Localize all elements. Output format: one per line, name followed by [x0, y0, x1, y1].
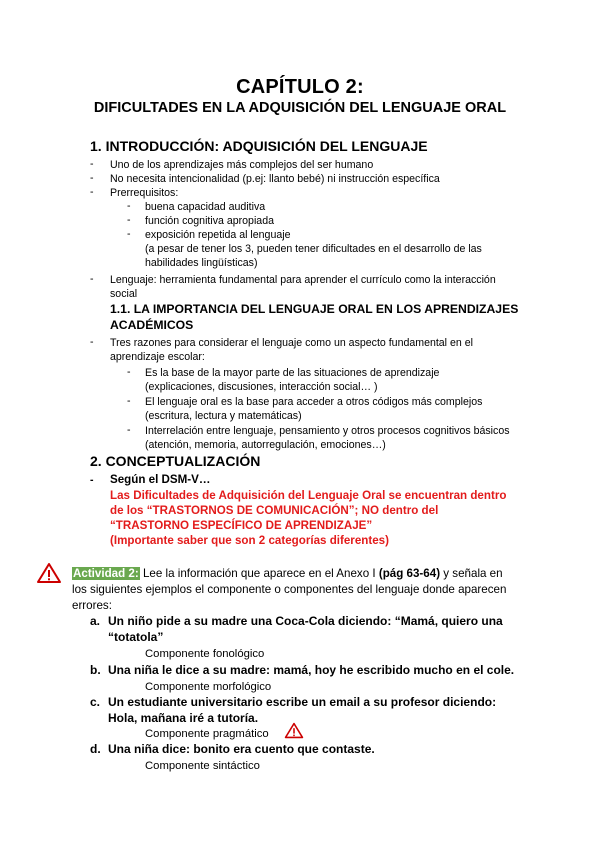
subsection-heading: 1.1. LA IMPORTANCIA DEL LENGUAJE ORAL EN LOS APRENDIZAJES: [110, 302, 519, 316]
sub-bullet-dash: -: [127, 395, 131, 407]
prereq-item: buena capacidad auditiva: [145, 201, 266, 213]
item-text: Una niña le dice a su madre: mamá, hoy he escribido mucho en el cole.: [108, 663, 515, 677]
item-answer: Componente morfológico: [145, 681, 272, 693]
item-answer: Componente sintáctico: [145, 760, 260, 772]
item-text: “totatola”: [108, 630, 164, 644]
item-text: Una niña dice: bonito era cuento que contaste.: [108, 742, 375, 756]
chapter-subtitle: DIFICULTADES EN LA ADQUISICIÓN DEL LENGUAJE ORAL: [93, 100, 507, 116]
activity-text: Lee la información que aparece en el Anexo I: [139, 567, 379, 580]
bullet-dash: -: [90, 158, 94, 170]
prereq-item: exposición repetida al lenguaje: [145, 229, 291, 241]
activity-line-1: [72, 566, 503, 582]
bullet-text: social: [110, 288, 138, 300]
dsm-label: Según el DSM-V…: [110, 473, 211, 486]
item-answer: Componente fonológico: [145, 648, 265, 660]
section-1-heading: 1. INTRODUCCIÓN: ADQUISICIÓN DEL LENGUAJE: [90, 138, 428, 154]
bullet-text: Uno de los aprendizajes más complejos del ser humano: [110, 159, 374, 171]
warning-triangle-icon: [284, 722, 304, 739]
activity-text: y señala en: [440, 567, 503, 580]
reason-item: El lenguaje oral es la base para acceder a otros códigos más complejos: [145, 396, 483, 408]
red-note: “TRASTORNO ESPECÍFICO DE APRENDIZAJE”: [110, 519, 373, 532]
reason-item: (escritura, lectura y matemáticas): [145, 410, 302, 422]
reason-item: (atención, memoria, autorregulación, emociones…): [145, 439, 386, 451]
item-text: Hola, mañana iré a tutoría.: [108, 711, 259, 725]
bullet-text: Lenguaje: herramienta fundamental para aprender el currículo como la interacción: [110, 274, 496, 286]
section-2-heading: 2. CONCEPTUALIZACIÓN: [90, 453, 261, 469]
prereq-note: (a pesar de tener los 3, pueden tener dificultades en el desarrollo de las: [145, 243, 482, 255]
bullet-dash: -: [90, 474, 94, 486]
bullet-dash: -: [90, 336, 94, 348]
prereq-note: habilidades lingüísticas): [145, 257, 258, 269]
activity-badge: Actividad 2:: [73, 567, 139, 580]
red-note: de los “TRASTORNOS DE COMUNICACIÓN”; NO dentro del: [110, 504, 439, 517]
sub-bullet-dash: -: [127, 214, 131, 226]
item-text: Un estudiante universitario escribe un email a su profesor diciendo:: [108, 695, 497, 709]
warning-triangle-icon: [36, 562, 62, 584]
activity-line-3: errores:: [72, 599, 112, 612]
bullet-dash: -: [90, 172, 94, 184]
item-answer: Componente pragmático: [145, 728, 269, 740]
item-letter: b.: [90, 663, 101, 677]
subsection-heading: ACADÉMICOS: [110, 318, 194, 332]
reason-item: Interrelación entre lenguaje, pensamiento y otros procesos cognitivos básicos: [145, 425, 510, 437]
bullet-text: aprendizaje escolar:: [110, 351, 205, 363]
sub-bullet-dash: -: [127, 228, 131, 240]
bullet-text: Tres razones para considerar el lenguaje como un aspecto fundamental en el: [110, 337, 473, 349]
bullet-dash: -: [90, 273, 94, 285]
item-letter: a.: [90, 614, 101, 628]
item-letter: d.: [90, 742, 101, 756]
red-note: Las Dificultades de Adquisición del Lenguaje Oral se encuentran dentro: [110, 489, 507, 502]
item-letter: c.: [90, 695, 101, 709]
bullet-dash: -: [90, 186, 94, 198]
bullet-text: Prerrequisitos:: [110, 187, 179, 199]
sub-bullet-dash: -: [127, 424, 131, 436]
red-note: (Importante saber que son 2 categorías diferentes): [110, 534, 389, 547]
activity-pages: (pág 63-64): [378, 567, 441, 580]
prereq-item: función cognitiva apropiada: [145, 215, 274, 227]
chapter-title: CAPÍTULO 2:: [236, 76, 364, 98]
bullet-text: No necesita intencionalidad (p.ej: llanto bebé) ni instrucción específica: [110, 173, 440, 185]
activity-line-2: los siguientes ejemplos el componente o componentes del lenguaje donde aparecen: [72, 583, 507, 596]
sub-bullet-dash: -: [127, 200, 131, 212]
reason-item: Es la base de la mayor parte de las situaciones de aprendizaje: [145, 367, 440, 379]
reason-item: (explicaciones, discusiones, interacción social… ): [145, 381, 378, 393]
sub-bullet-dash: -: [127, 366, 131, 378]
item-text: Un niño pide a su madre una Coca-Cola diciendo: “Mamá, quiero una: [108, 614, 503, 628]
